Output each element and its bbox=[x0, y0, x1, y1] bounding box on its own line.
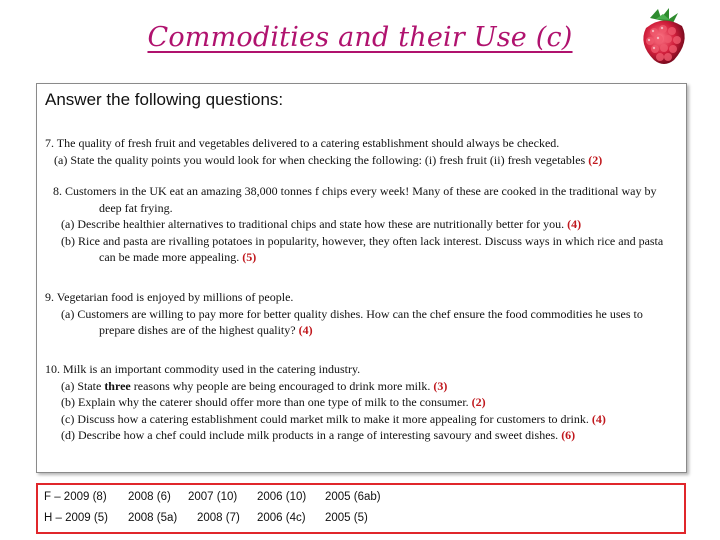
question-10a: (a) State three reasons why people are being encouraged to drink more milk. (3) bbox=[61, 378, 448, 393]
instructions-heading: Answer the following questions: bbox=[45, 90, 284, 109]
question-7-intro: 7. The quality of fresh fruit and vegetables delivered to a catering establishment should always be checked. bbox=[45, 136, 560, 150]
marks-8a: (4) bbox=[567, 217, 582, 232]
reference-item: 2006 (4c) bbox=[257, 512, 306, 524]
marks-7a: (2) bbox=[588, 152, 603, 167]
questions-box bbox=[36, 83, 687, 473]
past-paper-references bbox=[36, 483, 686, 534]
question-7 bbox=[45, 135, 678, 168]
marks-10a: (3) bbox=[433, 378, 448, 393]
reference-item: 2008 (5a) bbox=[128, 512, 178, 524]
question-9 bbox=[45, 289, 678, 339]
question-10d: (d) Describe how a chef could include milk products in a range of interesting savoury and sweet dishes. (6) bbox=[61, 428, 576, 443]
reference-item: 2007 (10) bbox=[188, 491, 238, 503]
question-8 bbox=[45, 183, 678, 266]
question-10b: (b) Explain why the caterer should offer more than one type of milk to the consumer. (2) bbox=[61, 395, 486, 410]
raspberry-icon bbox=[630, 4, 696, 70]
question-8b: (b) Rice and pasta are rivalling potatoes in popularity, however, they often lack interest. Discuss ways in which rice and pasta can be made more appealing. (5) bbox=[61, 233, 664, 265]
question-10c: (c) Discuss how a catering establishment could market milk to make it more appealing for customers to drink. (4) bbox=[61, 411, 606, 426]
question-10-intro: 10. Milk is an important commodity used in the catering industry. bbox=[45, 362, 361, 376]
question-9-intro: 9. Vegetarian food is enjoyed by millions of people. bbox=[45, 290, 294, 304]
marks-10b: (2) bbox=[471, 395, 486, 410]
marks-10d: (6) bbox=[561, 428, 576, 443]
reference-item: 2006 (10) bbox=[257, 491, 307, 503]
question-7a: (a) State the quality points you would look for when checking the following: (i) fresh fruit (ii) fresh vegetables (2) bbox=[54, 152, 603, 167]
question-8a: (a) Describe healthier alternatives to traditional chips and state how these are nutritionally better for you. (4) bbox=[61, 217, 582, 232]
marks-8b: (5) bbox=[242, 250, 257, 265]
question-8-intro: 8. Customers in the UK eat an amazing 38,000 tonnes f chips every week! Many of these are cooked in the traditional way by deep fat frying. bbox=[53, 184, 657, 215]
question-9a: (a) Customers are willing to pay more for better quality dishes. How can the chef ensure the food commodities he uses to prepare dishes are of the highest quality? (4) bbox=[61, 306, 643, 338]
reference-item: 2008 (7) bbox=[197, 512, 240, 524]
marks-10c: (4) bbox=[591, 411, 606, 426]
reference-item: 2005 (6ab) bbox=[325, 491, 381, 503]
reference-item: 2008 (6) bbox=[128, 491, 171, 503]
question-10 bbox=[45, 361, 678, 444]
reference-item: 2005 (5) bbox=[325, 512, 368, 524]
reference-item: F – 2009 (8) bbox=[44, 491, 107, 503]
reference-item: H – 2009 (5) bbox=[44, 512, 108, 524]
marks-9a: (4) bbox=[298, 323, 313, 338]
page-title: Commodities and their Use (c) bbox=[147, 22, 573, 53]
